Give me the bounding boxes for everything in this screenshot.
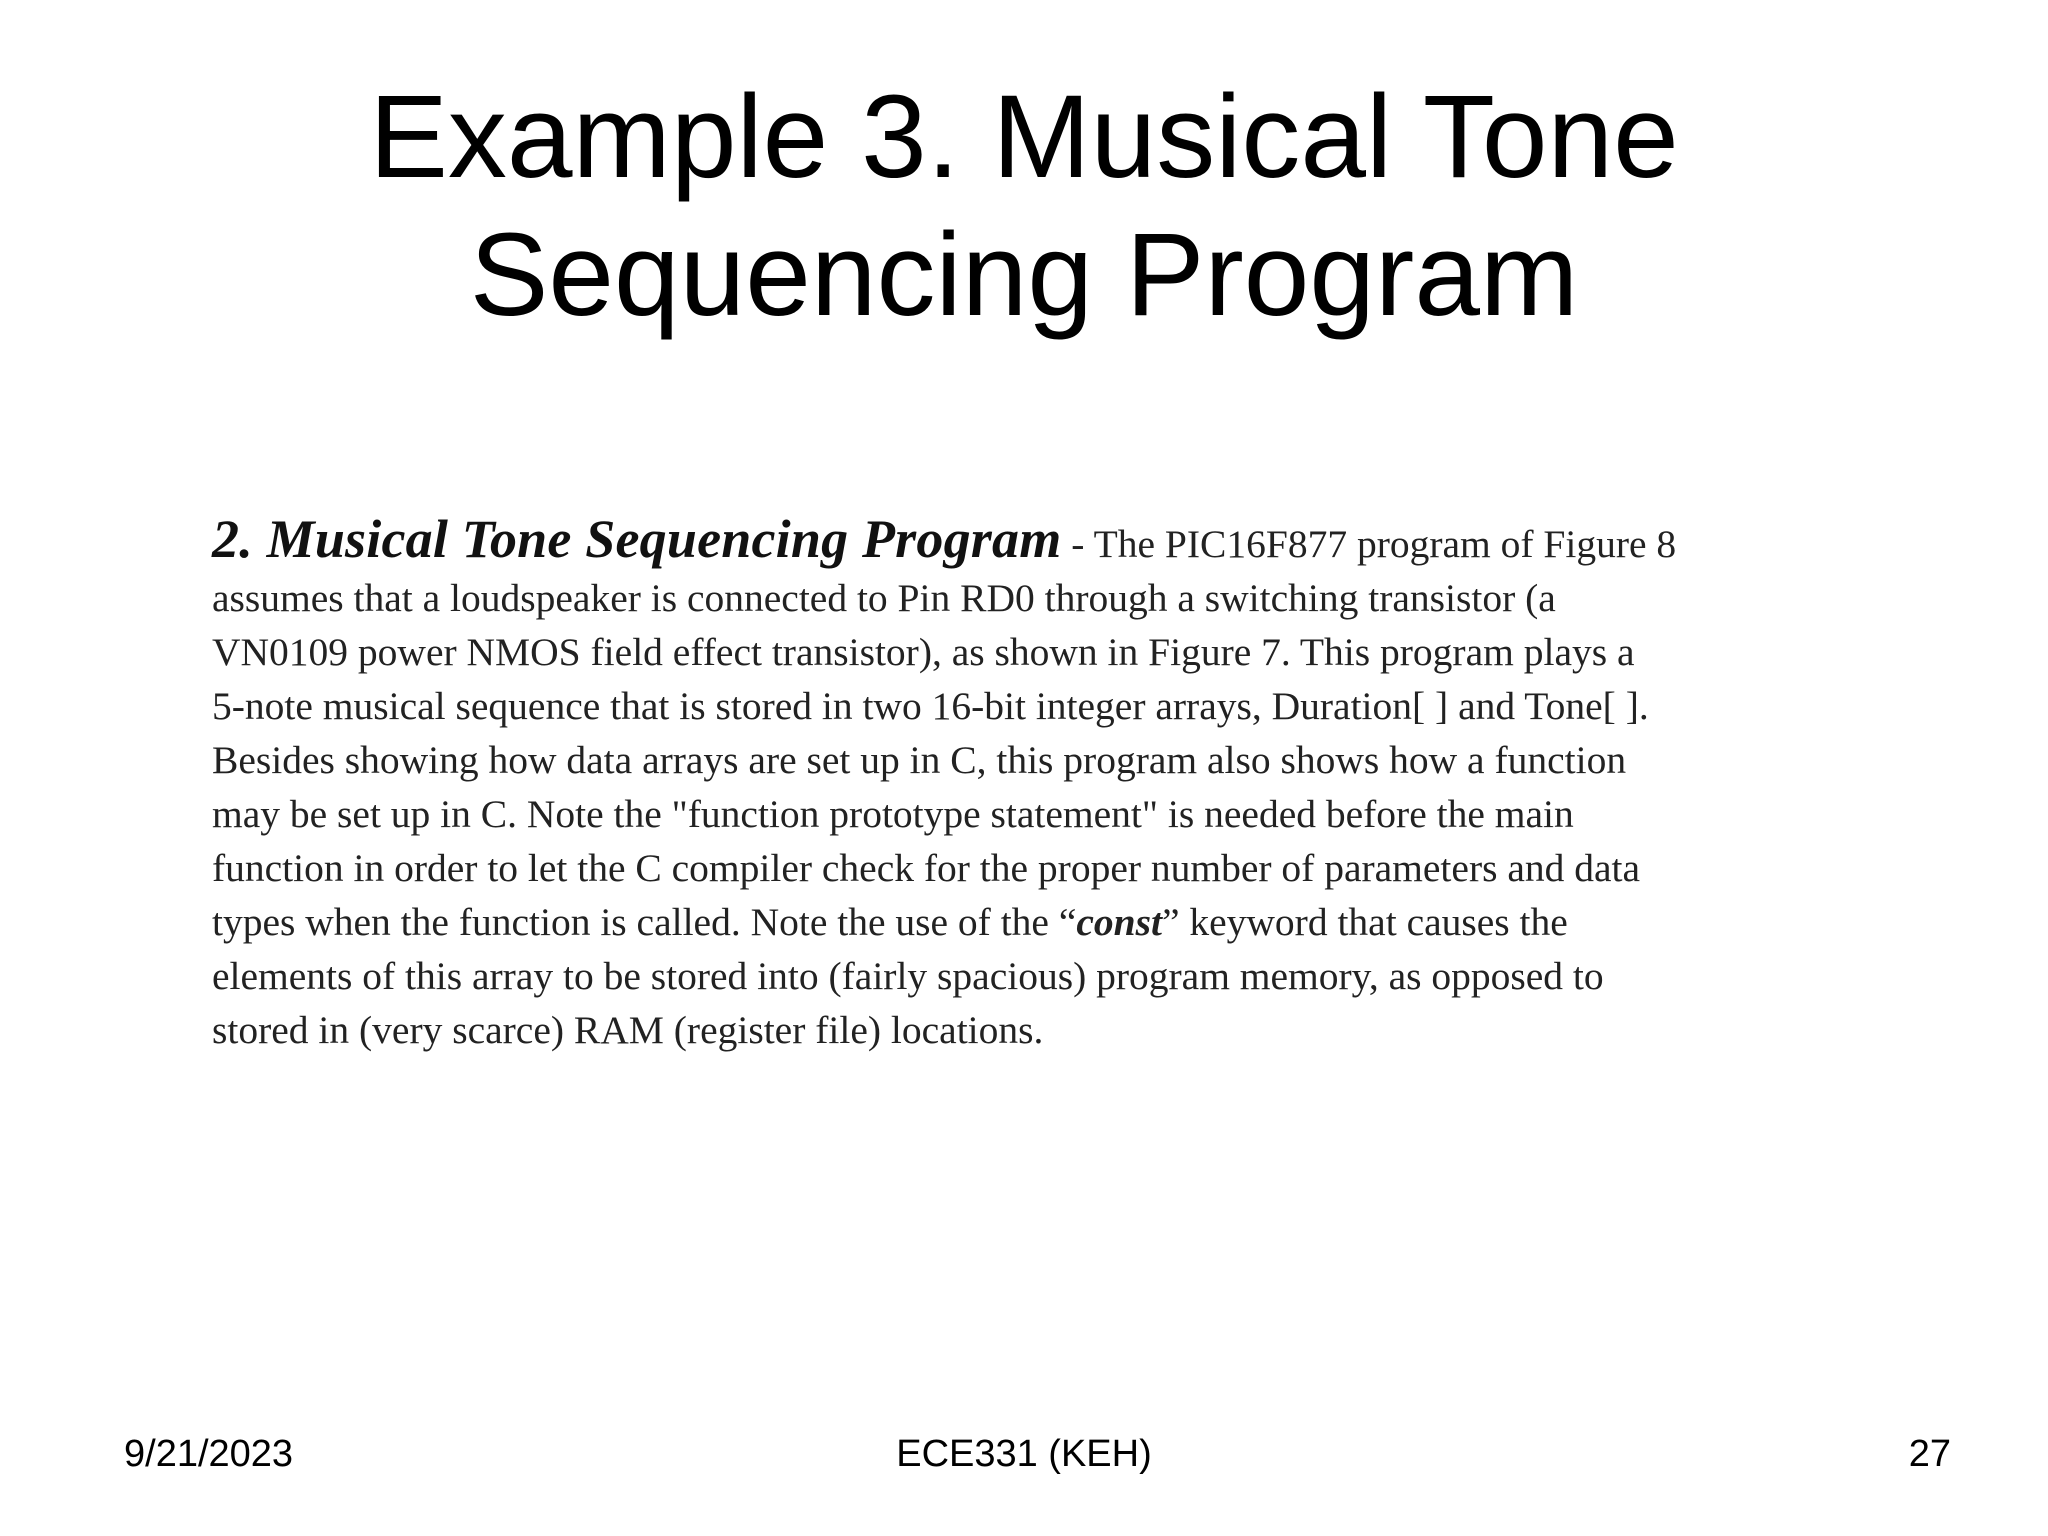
footer-page-number: 27	[1908, 1433, 1951, 1475]
slide-title-line-1: Example 3. Musical Tone	[369, 71, 1679, 203]
footer-course: ECE331 (KEH)	[896, 1433, 1152, 1475]
excerpt-line-4: 5-note musical sequence that is stored in two 16-bit integer arrays, Duration[ ] and Tone[ ].	[212, 684, 1649, 728]
slide-title	[0, 68, 2048, 344]
excerpt-line-7: function in order to let the C compiler check for the proper number of parameters and data	[212, 846, 1641, 890]
footer-date: 9/21/2023	[124, 1433, 294, 1475]
excerpt-line-8	[212, 895, 1952, 949]
excerpt-line-2: assumes that a loudspeaker is connected to Pin RD0 through a switching transistor (a	[212, 576, 1556, 620]
slide-title-line-2: Sequencing Program	[469, 209, 1579, 341]
excerpt-line-10: stored in (very scarce) RAM (register file) locations.	[212, 1008, 1044, 1052]
const-keyword: const	[1076, 900, 1162, 944]
excerpt-line-8-before: types when the function is called. Note the use of the “	[212, 900, 1077, 944]
excerpt-line-1-text: - The PIC16F877 program of Figure 8	[1061, 522, 1677, 566]
excerpt-line-9: elements of this array to be stored into (fairly spacious) program memory, as opposed to	[212, 954, 1604, 998]
excerpt-line-5: Besides showing how data arrays are set up in C, this program also shows how a function	[212, 738, 1627, 782]
excerpt-line-8-after: ” keyword that causes the	[1161, 900, 1568, 944]
excerpt-line-6: may be set up in C. Note the "function prototype statement" is needed before the main	[212, 792, 1574, 836]
excerpt-heading: 2. Musical Tone Sequencing Program	[212, 509, 1062, 569]
excerpt-line-3: VN0109 power NMOS field effect transistor), as shown in Figure 7. This program plays a	[212, 630, 1635, 674]
excerpt-line-1	[212, 509, 1952, 571]
document-excerpt	[212, 509, 1952, 1057]
